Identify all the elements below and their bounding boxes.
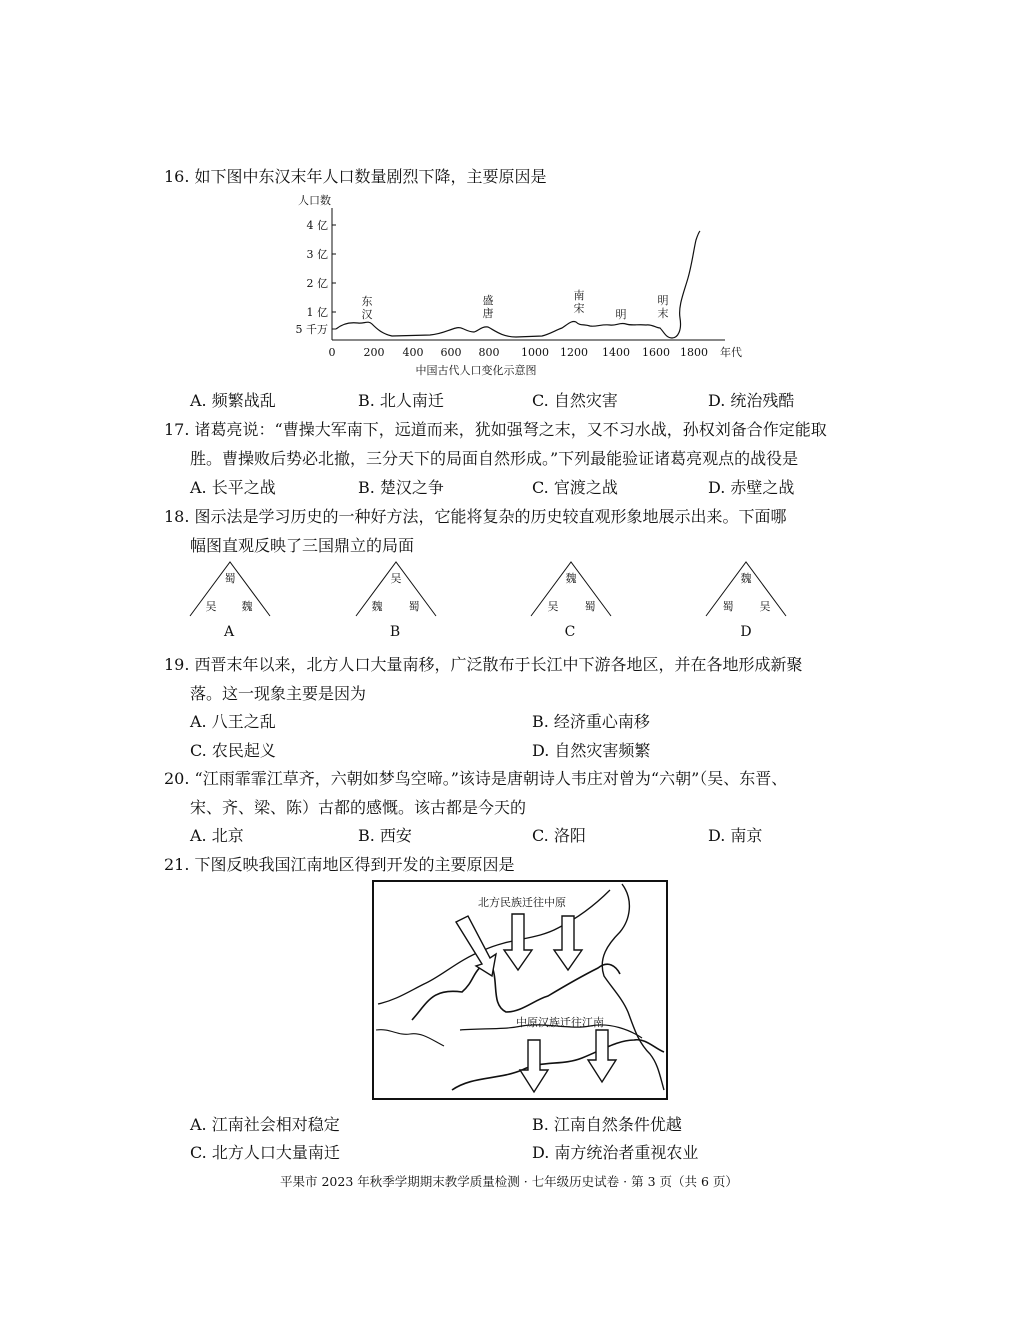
three-kingdoms-diagrams	[180, 558, 820, 642]
q16-option-d: D. 统治残酷	[708, 391, 795, 410]
x-tick: 400	[402, 346, 424, 359]
q20-option-a: A. 北京	[190, 826, 244, 845]
label-mingmo-2: 末	[657, 307, 669, 320]
q21-option-c: C. 北方人口大量南迁	[190, 1143, 340, 1162]
diagram-a-left: 吴	[205, 600, 217, 613]
chart-caption: 中国古代人口变化示意图	[415, 364, 537, 377]
map-label-north: 北方民族迁往中原	[478, 896, 566, 909]
diagram-a-top: 蜀	[224, 572, 236, 585]
x-tick: 1800	[680, 346, 708, 359]
diagram-d-right: 吴	[759, 600, 771, 613]
q20-option-b: B. 西安	[358, 826, 412, 845]
q19-option-b: B. 经济重心南移	[532, 712, 650, 731]
label-donghan-2: 汉	[361, 308, 373, 321]
q20-option-d: D. 南京	[708, 826, 763, 845]
diagram-b-right: 蜀	[408, 600, 420, 613]
diagram-b-letter: B	[389, 624, 401, 640]
diagram-c-letter: C	[564, 624, 576, 640]
q18-stem-line2: 幅图直观反映了三国鼎立的局面	[190, 536, 415, 555]
migration-map	[372, 880, 668, 1100]
label-mingmo-1: 明	[657, 294, 669, 307]
x-tick: 0	[328, 346, 336, 359]
q17-option-d: D. 赤壁之战	[708, 478, 795, 497]
q17-stem-line2: 胜。曹操败后势必北撤，三分天下的局面自然形成。”下列最能验证诸葛亮观点的战役是	[190, 449, 799, 468]
q21-stem: 21. 下图反映我国江南地区得到开发的主要原因是	[164, 855, 515, 874]
label-nansong-2: 宋	[573, 302, 585, 315]
label-donghan-1: 东	[361, 295, 373, 308]
label-ming: 明	[615, 308, 627, 321]
label-nansong-1: 南	[573, 289, 585, 302]
q20-option-c: C. 洛阳	[532, 826, 586, 845]
q19-stem-line1: 19. 西晋末年以来，北方人口大量南移，广泛散布于长江中下游各地区，并在各地形成新聚	[164, 655, 803, 674]
q20-stem-line2: 宋、齐、梁、陈）古都的感慨。该古都是今天的	[190, 798, 527, 817]
y-ticks	[296, 219, 337, 336]
q17-option-c: C. 官渡之战	[532, 478, 618, 497]
q16-option-a: A. 频繁战乱	[190, 391, 276, 410]
q19-option-d: D. 自然灾害频繁	[532, 741, 651, 760]
x-tick: 200	[363, 346, 385, 359]
diagram-d-left: 蜀	[722, 600, 734, 613]
y-tick: 3 亿	[306, 248, 328, 261]
q18-stem-line1: 18. 图示法是学习历史的一种好方法，它能将复杂的历史较直观形象地展示出来。下面哪	[164, 507, 787, 526]
q17-option-a: A. 长平之战	[190, 478, 276, 497]
q16-option-b: B. 北人南迁	[358, 391, 444, 410]
q21-option-a: A. 江南社会相对稳定	[190, 1115, 340, 1134]
y-tick: 4 亿	[306, 219, 328, 232]
diagram-d	[706, 562, 786, 640]
q21-option-d: D. 南方统治者重视农业	[532, 1143, 699, 1162]
x-tick: 1400	[602, 346, 630, 359]
y-axis-title: 人口数	[298, 194, 331, 207]
diagram-c	[531, 562, 611, 640]
q16-stem: 16. 如下图中东汉末年人口数量剧烈下降，主要原因是	[164, 167, 547, 186]
q21-option-b: B. 江南自然条件优越	[532, 1115, 682, 1134]
page-footer: 平果市 2023 年秋季学期期末教学质量检测 · 七年级历史试卷 · 第 3 页（共 6 页）	[280, 1174, 738, 1189]
diagram-c-right: 蜀	[584, 600, 596, 613]
q17-option-b: B. 楚汉之争	[358, 478, 444, 497]
population-chart	[280, 188, 760, 380]
q19-stem-line2: 落。这一现象主要是因为	[190, 684, 367, 703]
diagram-d-top: 魏	[740, 572, 752, 585]
x-tick: 1600	[642, 346, 670, 359]
label-shengtang-2: 唐	[482, 307, 494, 320]
y-tick: 2 亿	[306, 277, 328, 290]
diagram-c-top: 魏	[565, 572, 577, 585]
q20-stem-line1: 20. “江雨霏霏江草齐，六朝如梦鸟空啼。”该诗是唐朝诗人韦庄对曾为“六朝”（吴、东晋、	[164, 769, 788, 788]
map-label-south: 中原汉族迁往江南	[516, 1016, 604, 1029]
q19-option-c: C. 农民起义	[190, 741, 276, 760]
label-shengtang-1: 盛	[482, 294, 494, 307]
y-tick: 1 亿	[306, 306, 328, 319]
q16-option-c: C. 自然灾害	[532, 391, 618, 410]
q17-stem-line1: 17. 诸葛亮说：“曹操大军南下，远道而来，犹如强弩之末，又不习水战，孙权刘备合作定能取	[164, 420, 827, 439]
diagram-a-right: 魏	[241, 600, 253, 613]
y-tick: 5 千万	[295, 323, 328, 336]
diagram-b-top: 吴	[390, 572, 402, 585]
x-axis-title: 年代	[720, 346, 742, 359]
x-tick: 600	[440, 346, 462, 359]
diagram-d-letter: D	[740, 624, 752, 640]
diagram-b	[356, 562, 436, 640]
population-line	[336, 231, 700, 338]
diagram-a-letter: A	[223, 624, 235, 640]
q19-option-a: A. 八王之乱	[190, 712, 276, 731]
x-tick: 1000	[521, 346, 549, 359]
x-tick: 1200	[560, 346, 588, 359]
diagram-c-left: 吴	[547, 600, 559, 613]
diagram-b-left: 魏	[371, 600, 383, 613]
x-ticks	[329, 345, 743, 359]
diagram-a	[190, 562, 270, 640]
x-tick: 800	[478, 346, 500, 359]
